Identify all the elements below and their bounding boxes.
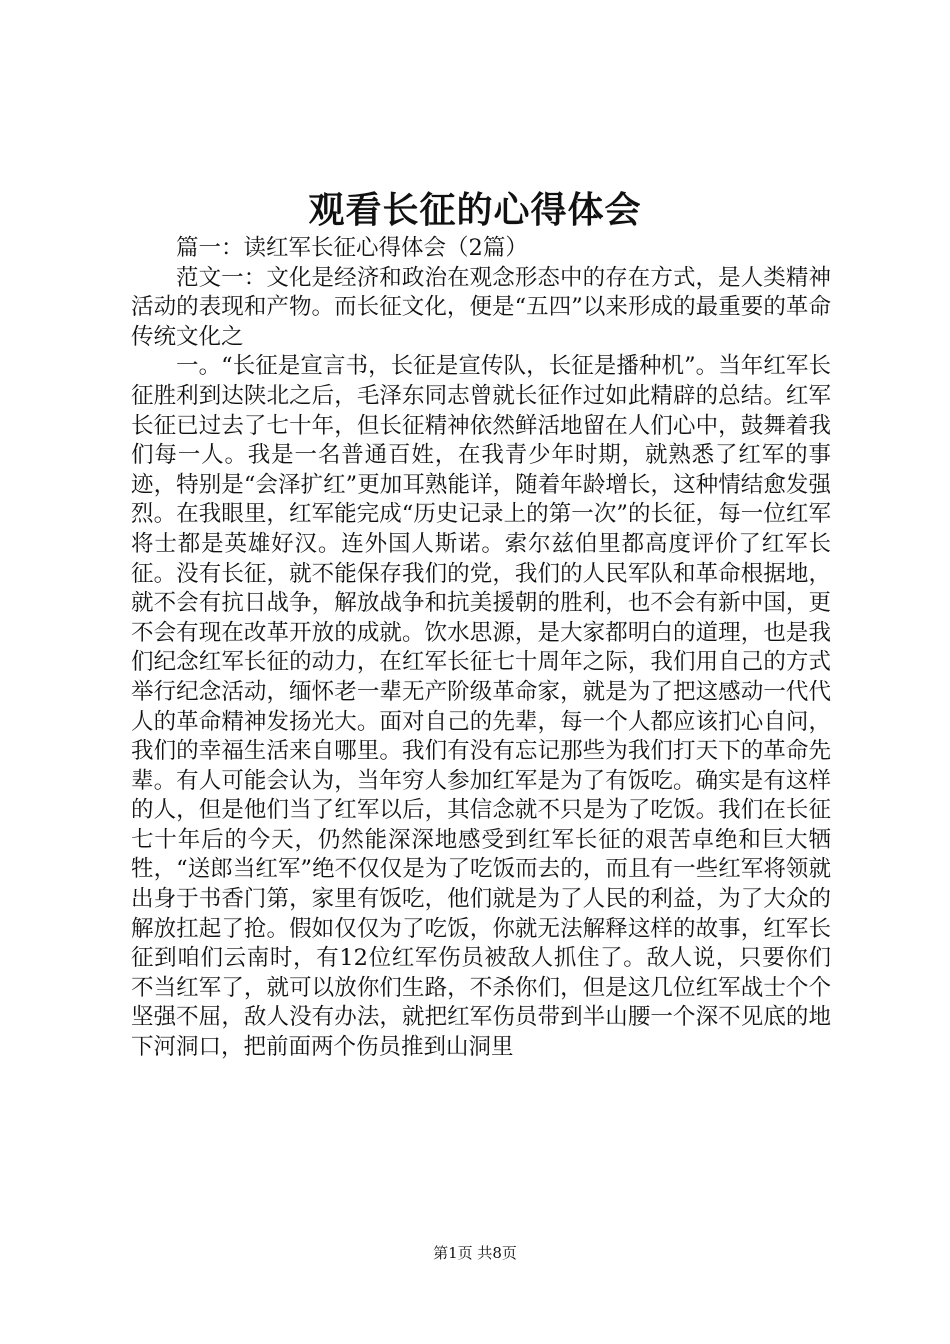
document-body (131, 234, 831, 1063)
body-paragraph: 一。“长征是宣言书，长征是宣传队，长征是播种机”。当年红军长征胜利到达陕北之后，毛泽东同志曾就长征作过如此精辟的总结。红军长征已过去了七十年，但长征精神依然鲜活地留在人们心中，鼓舞着我们每一人。我是一名普通百姓，在我青少年时期，就熟悉了红军的事迹，特别是“会泽扩红”更加耳熟能详，随着年龄增长，这种情结愈发强烈。在我眼里，红军能完成“历史记录上的第一次”的长征，每一位红军将士都是英雄好汉。连外国人斯诺。索尔兹伯里都高度评价了红军长征。没有长征，就不能保存我们的党，我们的人民军队和革命根据地，就不会有抗日战争，解放战争和抗美援朝的胜利，也不会有新中国，更不会有现在改革开放的成就。饮水思源，是大家都明白的道理，也是我们纪念红军长征的动力，在红军长征七十周年之际，我们用自己的方式举行纪念活动，缅怀老一辈无产阶级革命家，就是为了把这感动一代代人的革命精神发扬光大。面对自己的先辈，每一个人都应该扪心自问，我们的幸福生活来自哪里。我们有没有忘记那些为我们打天下的革命先辈。有人可能会认为，当年穷人参加红军是为了有饭吃。确实是有这样的人，但是他们当了红军以后，其信念就不只是为了吃饭。我们在长征七十年后的今天，仍然能深深地感受到红军长征的艰苦卓绝和巨大牺牲，“送郎当红军”绝不仅仅是为了吃饭而去的，而且有一些红军将领就出身于书香门第，家里有饭吃，他们就是为了人民的利益，为了大众的解放扛起了抢。假如仅仅为了吃饭，你就无法解释这样的故事，红军长征到咱们云南时，有12位红军伤员被敌人抓住了。敌人说，只要你们不当红军了，就可以放你们生路，不杀你们，但是这几位红军战士个个坚强不屈，敌人没有办法，就把红军伤员带到半山腰一个深不见底的地下河洞口，把前面两个伤员推到山洞里 (131, 353, 831, 1061)
document-title: 观看长征的心得体会 (308, 189, 642, 231)
body-paragraph: 范文一：文化是经济和政治在观念形态中的存在方式，是人类精神活动的表现和产物。而长征文化，便是“五四”以来形成的最重要的革命传统文化之 (131, 264, 831, 350)
section-heading: 篇一：读红军长征心得体会（2篇） (176, 235, 528, 261)
page-number-footer: 第1页 共8页 (433, 1244, 517, 1262)
